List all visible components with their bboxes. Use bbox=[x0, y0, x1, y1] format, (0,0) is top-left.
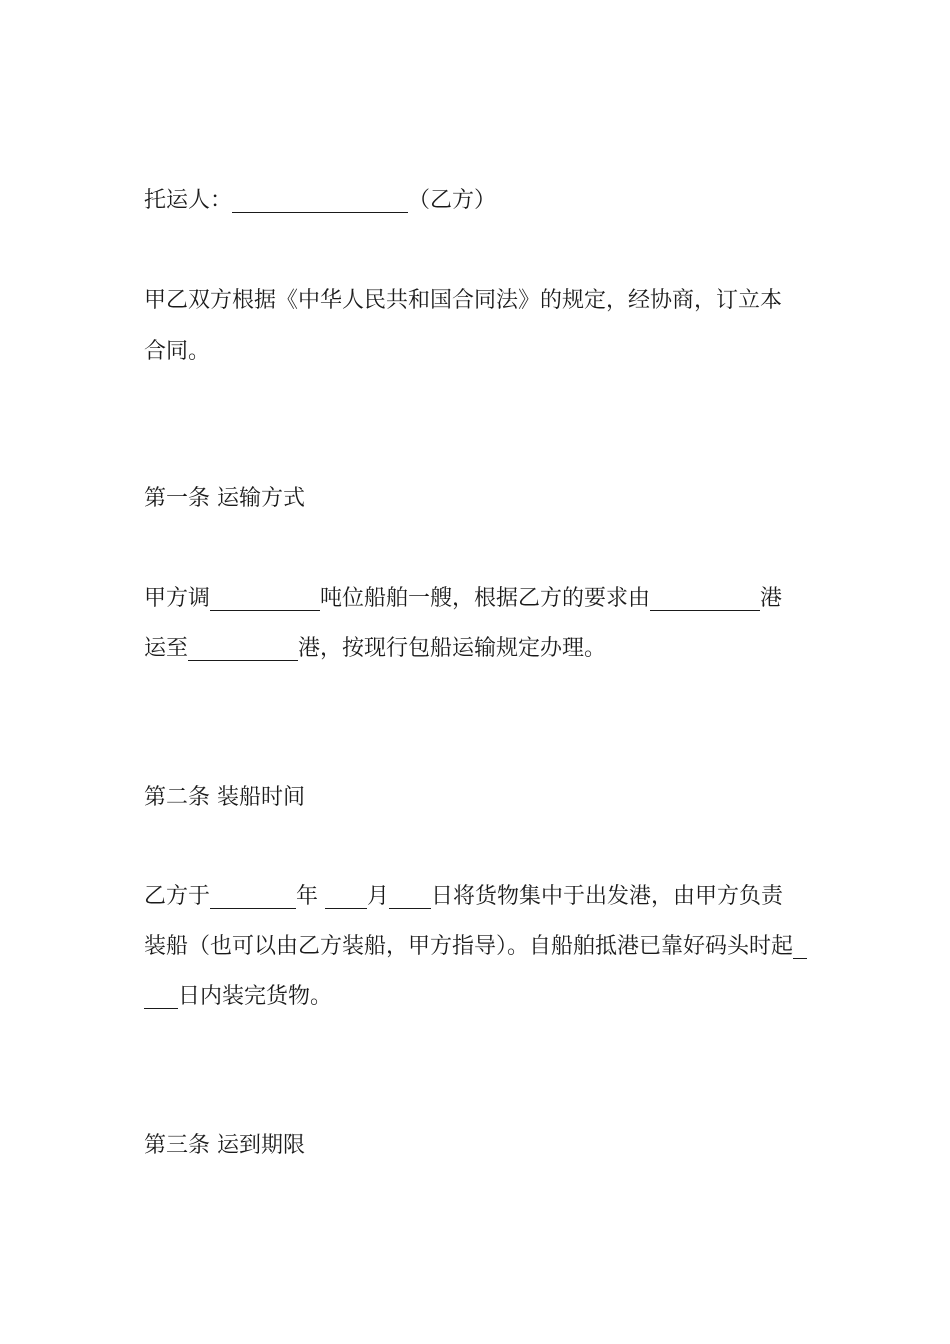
day-blank[interactable] bbox=[389, 878, 431, 909]
article-2-text: 年 bbox=[296, 884, 326, 909]
article-3-heading: 第三条 运到期限 bbox=[144, 1133, 305, 1158]
tonnage-blank[interactable] bbox=[210, 580, 320, 611]
article-1-line-1 bbox=[144, 574, 814, 624]
article-1-text: 甲方调 bbox=[144, 586, 211, 611]
article-1-text: 吨位船舶一艘，根据乙方的要求由 bbox=[320, 586, 651, 611]
article-1-text: 运至 bbox=[144, 636, 189, 661]
intro-line-2: 合同。 bbox=[144, 339, 211, 364]
article-1-text: 港，按现行包船运输规定办理。 bbox=[298, 636, 607, 661]
year-blank[interactable] bbox=[210, 878, 296, 909]
shipper-label: 托运人： bbox=[144, 188, 233, 213]
origin-port-blank[interactable] bbox=[650, 580, 760, 611]
article-2-line-3 bbox=[144, 972, 814, 1022]
article-2-text: 装船（也可以由乙方装船，甲方指导）。自船舶抵港已靠好码头时起 bbox=[144, 934, 794, 959]
loading-days-blank-end[interactable] bbox=[144, 978, 178, 1009]
shipper-name-blank[interactable] bbox=[232, 182, 408, 213]
article-2-text: 月 bbox=[367, 884, 390, 909]
article-2-line-1 bbox=[144, 872, 814, 922]
month-blank[interactable] bbox=[325, 878, 367, 909]
article-1-text: 港 bbox=[760, 586, 783, 611]
article-2-line-2 bbox=[144, 922, 814, 972]
article-2-heading: 第二条 装船时间 bbox=[144, 785, 305, 810]
article-1-line-2 bbox=[144, 624, 814, 674]
article-1-heading: 第一条 运输方式 bbox=[144, 486, 305, 511]
shipper-suffix: （乙方） bbox=[408, 188, 497, 213]
destination-port-blank[interactable] bbox=[188, 630, 298, 661]
article-2-text: 日将货物集中于出发港，由甲方负责 bbox=[431, 884, 784, 909]
intro-line-1: 甲乙双方根据《中华人民共和国合同法》的规定，经协商，订立本 bbox=[144, 288, 783, 313]
shipper-line bbox=[144, 176, 814, 226]
article-2-text: 日内装完货物。 bbox=[178, 984, 333, 1009]
article-2-text: 乙方于 bbox=[144, 884, 211, 909]
loading-days-blank-start[interactable] bbox=[793, 928, 807, 959]
